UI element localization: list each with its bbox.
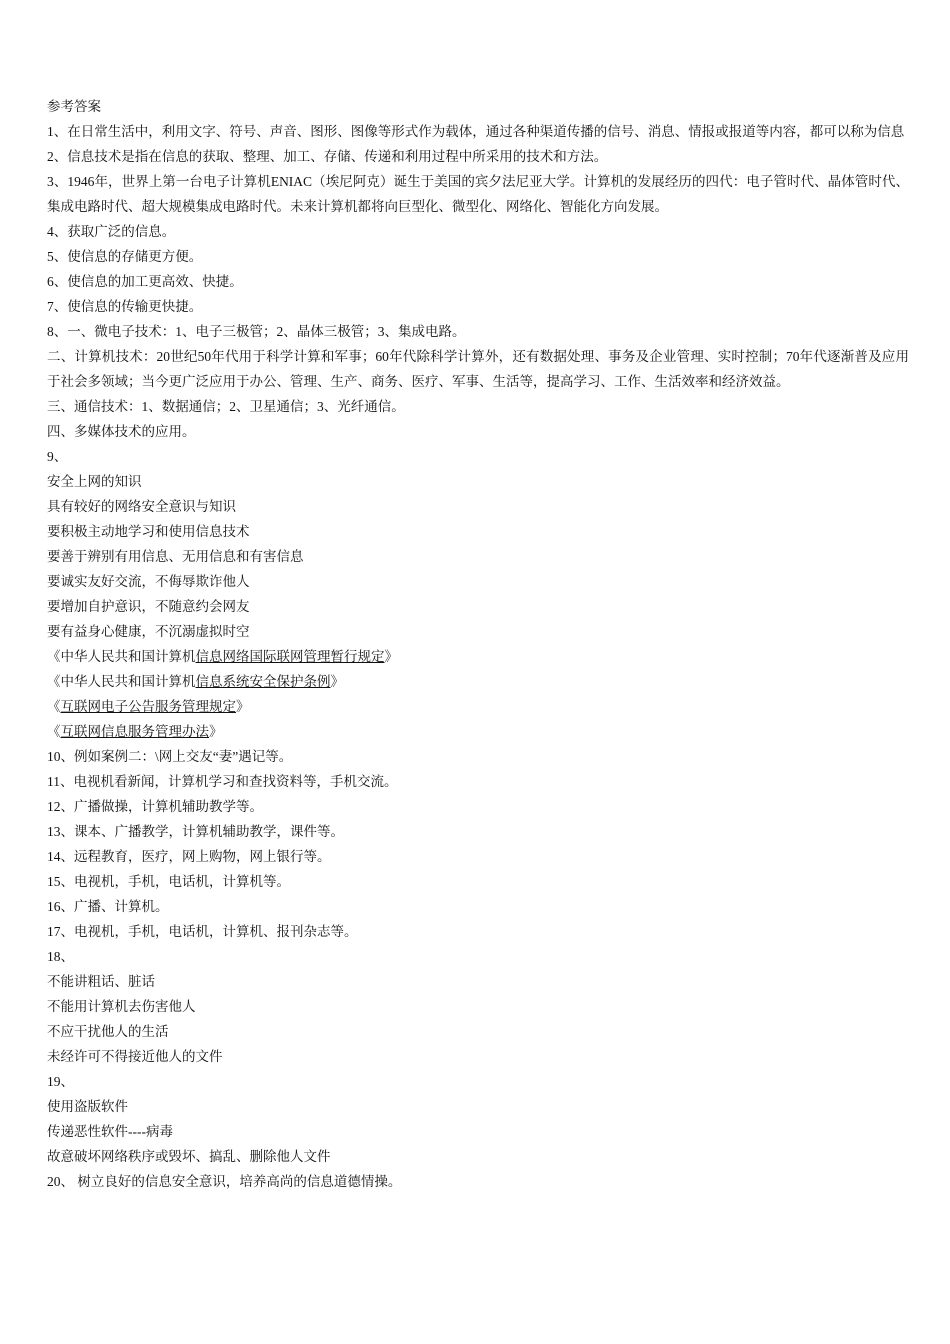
answer-17: 17、电视机，手机，电话机，计算机、报刊杂志等。 xyxy=(47,924,358,939)
answer-9: 9、 xyxy=(47,449,68,464)
list-item: 安全上网的知识 xyxy=(47,474,142,489)
answer-1: 1、在日常生活中，利用文字、符号、声音、图形、图像等形式作为载体，通过各种渠道传播的信号、消息、情报或报道等内容，都可以称为信息 xyxy=(47,124,905,139)
list-item: 不能用计算机去伤害他人 xyxy=(47,999,196,1014)
answer-19: 19、 xyxy=(47,1074,74,1089)
answer-6: 6、使信息的加工更高效、快捷。 xyxy=(47,274,243,289)
answer-10: 10、例如案例二：\网上交友“妻”遇记等。 xyxy=(47,749,293,764)
answer-16: 16、广播、计算机。 xyxy=(47,899,169,914)
list-item: 传递恶性软件----病毒 xyxy=(47,1124,173,1139)
list-item: 要善于辨别有用信息、无用信息和有害信息 xyxy=(47,549,304,564)
law-item xyxy=(47,694,909,719)
answer-8-part-4: 四、多媒体技术的应用。 xyxy=(47,424,196,439)
list-item: 使用盗版软件 xyxy=(47,1099,128,1114)
list-item: 未经许可不得接近他人的文件 xyxy=(47,1049,223,1064)
answer-7: 7、使信息的传输更快捷。 xyxy=(47,299,203,314)
law-item xyxy=(47,644,909,669)
answer-3: 3、1946年，世界上第一台电子计算机ENIAC（埃尼阿克）诞生于美国的宾夕法尼亚大学。计算机的发展经历的四代：电子管时代、晶体管时代、集成电路时代、超大规模集成电路时代。未来计算机都将向巨型化、微型化、网络化、智能化方向发展。 xyxy=(47,174,909,214)
answer-12: 12、广播做操，计算机辅助教学等。 xyxy=(47,799,263,814)
law-item xyxy=(47,719,909,744)
law-prefix: 《 xyxy=(47,699,61,714)
list-item: 不能讲粗话、脏话 xyxy=(47,974,155,989)
law-item xyxy=(47,669,909,694)
list-item: 不应干扰他人的生活 xyxy=(47,1024,169,1039)
answer-5: 5、使信息的存储更方便。 xyxy=(47,249,203,264)
law-suffix: 》 xyxy=(209,724,223,739)
answer-4: 4、获取广泛的信息。 xyxy=(47,224,176,239)
law-suffix: 》 xyxy=(330,674,344,689)
answer-8-part-3: 三、通信技术：1、数据通信；2、卫星通信；3、光纤通信。 xyxy=(47,399,405,414)
answer-15: 15、电视机，手机，电话机，计算机等。 xyxy=(47,874,290,889)
law-link[interactable]: 互联网信息服务管理办法 xyxy=(60,724,209,739)
law-suffix: 》 xyxy=(384,649,398,664)
answer-8-part-1: 8、一、微电子技术：1、电子三极管；2、晶体三极管；3、集成电路。 xyxy=(47,324,466,339)
law-link[interactable]: 信息系统安全保护条例 xyxy=(195,674,331,689)
answer-20: 20、 树立良好的信息安全意识，培养高尚的信息道德情操。 xyxy=(47,1174,402,1189)
list-item: 具有较好的网络安全意识与知识 xyxy=(47,499,236,514)
law-link[interactable]: 信息网络国际联网管理暂行规定 xyxy=(195,649,385,664)
law-link[interactable]: 互联网电子公告服务管理规定 xyxy=(60,699,236,714)
list-item: 要诚实友好交流，不侮辱欺诈他人 xyxy=(47,574,250,589)
answer-8-part-2: 二、计算机技术：20世纪50年代用于科学计算和军事；60年代除科学计算外，还有数据处理、事务及企业管理、实时控制；70年代逐渐普及应用于社会多领域；当今更广泛应用于办公、管理、生产、商务、医疗、军事、生活等，提高学习、工作、生活效率和经济效益。 xyxy=(47,349,909,389)
list-item: 故意破坏网络秩序或毁坏、搞乱、删除他人文件 xyxy=(47,1149,331,1164)
heading: 参考答案 xyxy=(47,99,101,114)
answer-11: 11、电视机看新闻，计算机学习和查找资料等，手机交流。 xyxy=(47,774,398,789)
list-item: 要有益身心健康，不沉溺虚拟时空 xyxy=(47,624,250,639)
answer-2: 2、信息技术是指在信息的获取、整理、加工、存储、传递和利用过程中所采用的技术和方法。 xyxy=(47,149,608,164)
list-item: 要增加自护意识，不随意约会网友 xyxy=(47,599,250,614)
law-prefix: 《中华人民共和国计算机 xyxy=(47,649,196,664)
document-body xyxy=(47,94,909,1194)
answer-13: 13、课本、广播教学，计算机辅助教学，课件等。 xyxy=(47,824,344,839)
law-prefix: 《 xyxy=(47,724,61,739)
law-suffix: 》 xyxy=(236,699,250,714)
answer-18: 18、 xyxy=(47,949,74,964)
law-prefix: 《中华人民共和国计算机 xyxy=(47,674,196,689)
list-item: 要积极主动地学习和使用信息技术 xyxy=(47,524,250,539)
answer-14: 14、远程教育，医疗，网上购物，网上银行等。 xyxy=(47,849,331,864)
